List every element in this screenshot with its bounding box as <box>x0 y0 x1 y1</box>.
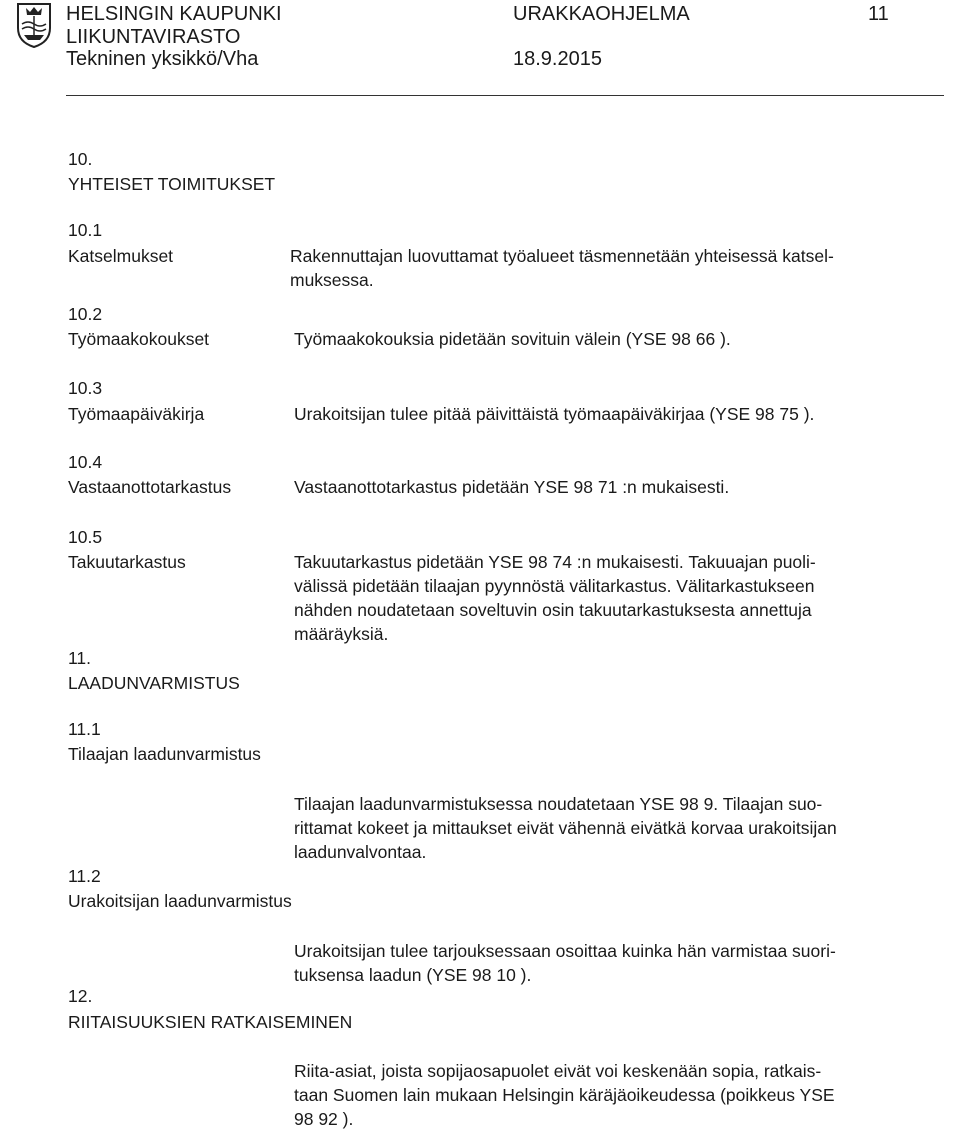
section-10-5-number: 10.5 <box>68 527 103 547</box>
section-12-text-line1: Riita-asiat, joista sopijaosapuolet eivät voi keskenään sopia, ratkais- <box>294 1061 822 1081</box>
section-10-2-label: Työmaakokoukset <box>68 329 210 349</box>
header-date: 18.9.2015 <box>513 48 602 70</box>
page-number: 11 <box>868 3 889 25</box>
section-10-5-text-line2: välissä pidetään tilaajan pyynnöstä välitarkastus. Välitarkastukseen <box>294 576 815 596</box>
section-11-2-text-line2: tuksensa laadun (YSE 98 10 ). <box>294 965 532 985</box>
section-10-5-text-line3: nähden noudatetaan soveltuvin osin takuutarkastuksesta annettuja <box>294 600 812 620</box>
section-10-2-text: Työmaakokouksia pidetään sovituin välein (YSE 98 66 ). <box>294 329 731 349</box>
section-10-4-label: Vastaanottotarkastus <box>68 477 232 497</box>
section-11-2-text-line1: Urakoitsijan tulee tarjouksessaan osoittaa kuinka hän varmistaa suori- <box>294 941 836 961</box>
section-10-1-text-line1: Rakennuttajan luovuttamat työalueet täsmennetään yhteisessä katsel- <box>290 246 834 266</box>
header-org-name: HELSINGIN KAUPUNKI <box>66 3 282 25</box>
section-12-title: RIITAISUUKSIEN RATKAISEMINEN <box>68 1012 353 1032</box>
header-doc-title: URAKKAOHJELMA <box>513 3 690 25</box>
section-10-5-label: Takuutarkastus <box>68 552 186 572</box>
helsinki-crest-logo <box>16 2 52 48</box>
section-10-number: 10. <box>68 149 93 169</box>
section-11-1-text-line1: Tilaajan laadunvarmistuksessa noudatetaan YSE 98 9. Tilaajan suo- <box>294 794 823 814</box>
section-12-text-line3: 98 92 ). <box>294 1109 354 1129</box>
section-10-4-number: 10.4 <box>68 452 103 472</box>
section-10-title: YHTEISET TOIMITUKSET <box>68 174 276 194</box>
section-10-2-number: 10.2 <box>68 304 103 324</box>
section-12-number: 12. <box>68 986 93 1006</box>
section-11-2-label: Urakoitsijan laadunvarmistus <box>68 891 292 911</box>
section-11-1-text-line3: laadunvalvontaa. <box>294 842 427 862</box>
section-11-1-text-line2: rittamat kokeet ja mittaukset eivät vähennä eivätkä korvaa urakoitsijan <box>294 818 837 838</box>
section-11-1-label: Tilaajan laadunvarmistus <box>68 744 261 764</box>
header-department: LIIKUNTAVIRASTO <box>66 26 241 48</box>
section-10-1-label: Katselmukset <box>68 246 174 266</box>
section-10-5-text-line4: määräyksiä. <box>294 624 389 644</box>
section-10-5-text-line1: Takuutarkastus pidetään YSE 98 74 :n mukaisesti. Takuuajan puoli- <box>294 552 816 572</box>
section-10-1-number: 10.1 <box>68 220 103 240</box>
header-divider <box>66 95 944 96</box>
section-10-3-text: Urakoitsijan tulee pitää päivittäistä työmaapäiväkirjaa (YSE 98 75 ). <box>294 404 815 424</box>
section-11-2-number: 11.2 <box>68 866 101 886</box>
section-10-1-text-line2: muksessa. <box>290 270 374 290</box>
section-10-4-text: Vastaanottotarkastus pidetään YSE 98 71 :n mukaisesti. <box>294 477 730 497</box>
section-11-number: 11. <box>68 648 92 668</box>
section-11-1-number: 11.1 <box>68 719 101 739</box>
header-unit: Tekninen yksikkö/Vha <box>66 48 259 70</box>
section-12-text-line2: taan Suomen lain mukaan Helsingin käräjäoikeudessa (poikkeus YSE <box>294 1085 835 1105</box>
section-10-3-label: Työmaapäiväkirja <box>68 404 205 424</box>
section-11-title: LAADUNVARMISTUS <box>68 673 240 693</box>
section-10-3-number: 10.3 <box>68 378 103 398</box>
